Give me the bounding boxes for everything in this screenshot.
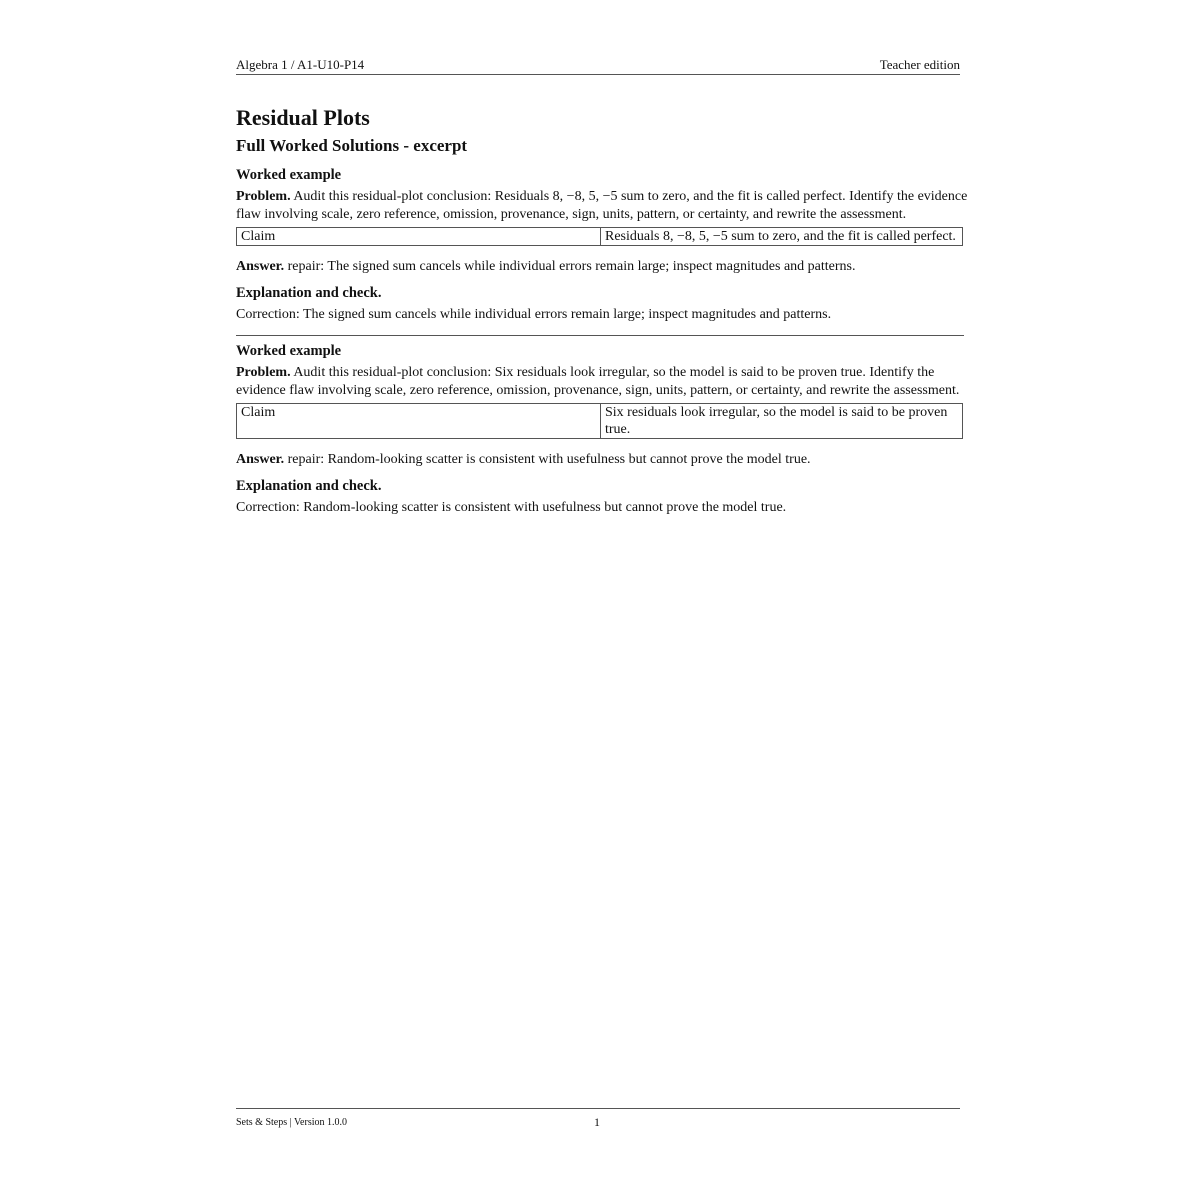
answer-label: Answer. (236, 259, 285, 274)
page-subtitle: Full Worked Solutions - excerpt (236, 136, 468, 155)
answer (236, 258, 968, 276)
claim-table (236, 403, 963, 439)
page-title: Residual Plots (236, 105, 370, 130)
header-edition: Teacher edition (879, 57, 960, 72)
example-heading: Worked example (236, 167, 342, 183)
answer-label: Answer. (236, 452, 285, 467)
correction-text: Correction: Random-looking scatter is consistent with usefulness but cannot prove the model true. (236, 500, 787, 515)
table-row (237, 228, 963, 246)
problem-label: Problem. (236, 365, 291, 380)
main-content (236, 104, 968, 517)
document-page (236, 0, 968, 1200)
claim-table (236, 227, 963, 246)
claim-label-cell: Claim (237, 228, 601, 246)
running-header (236, 57, 960, 75)
correction-text: Correction: The signed sum cancels while individual errors remain large; inspect magnitudes and patterns. (236, 307, 832, 322)
problem-statement (236, 188, 968, 224)
problem-text: Audit this residual-plot conclusion: Residuals 8, −8, 5, −5 sum to zero, and the fit is called perfect. Identify the evidence flaw involving scale, zero reference, omission, provenance, sign, units, pattern, or certainty, and rewrite the assessment. (236, 189, 968, 222)
table-row (237, 404, 963, 439)
page-number: 1 (594, 1115, 600, 1129)
explanation-heading: Explanation and check. (236, 478, 382, 494)
claim-text-cell: Six residuals look irregular, so the model is said to be proven true. (601, 404, 963, 439)
claim-label-cell: Claim (237, 404, 601, 439)
worked-example-1 (236, 165, 968, 324)
section-divider (236, 335, 964, 336)
example-heading: Worked example (236, 343, 342, 359)
problem-label: Problem. (236, 189, 291, 204)
answer (236, 451, 968, 469)
explanation-heading: Explanation and check. (236, 285, 382, 301)
answer-text: repair: The signed sum cancels while individual errors remain large; inspect magnitudes and patterns. (287, 259, 856, 274)
problem-statement (236, 364, 968, 400)
claim-text-cell: Residuals 8, −8, 5, −5 sum to zero, and the fit is called perfect. (601, 228, 963, 246)
footer-publisher: Sets & Steps | Version 1.0.0 (236, 1117, 347, 1128)
footer-rule (236, 1108, 960, 1109)
header-course-code: Algebra 1 / A1-U10-P14 (236, 57, 365, 72)
problem-text: Audit this residual-plot conclusion: Six residuals look irregular, so the model is said to be proven true. Identify the evidence flaw involving scale, zero reference, omission, provenance, sign, units, pattern, or certainty, and rewrite the assessment. (236, 365, 960, 398)
answer-text: repair: Random-looking scatter is consistent with usefulness but cannot prove the model true. (287, 452, 811, 467)
worked-example-2 (236, 341, 968, 517)
